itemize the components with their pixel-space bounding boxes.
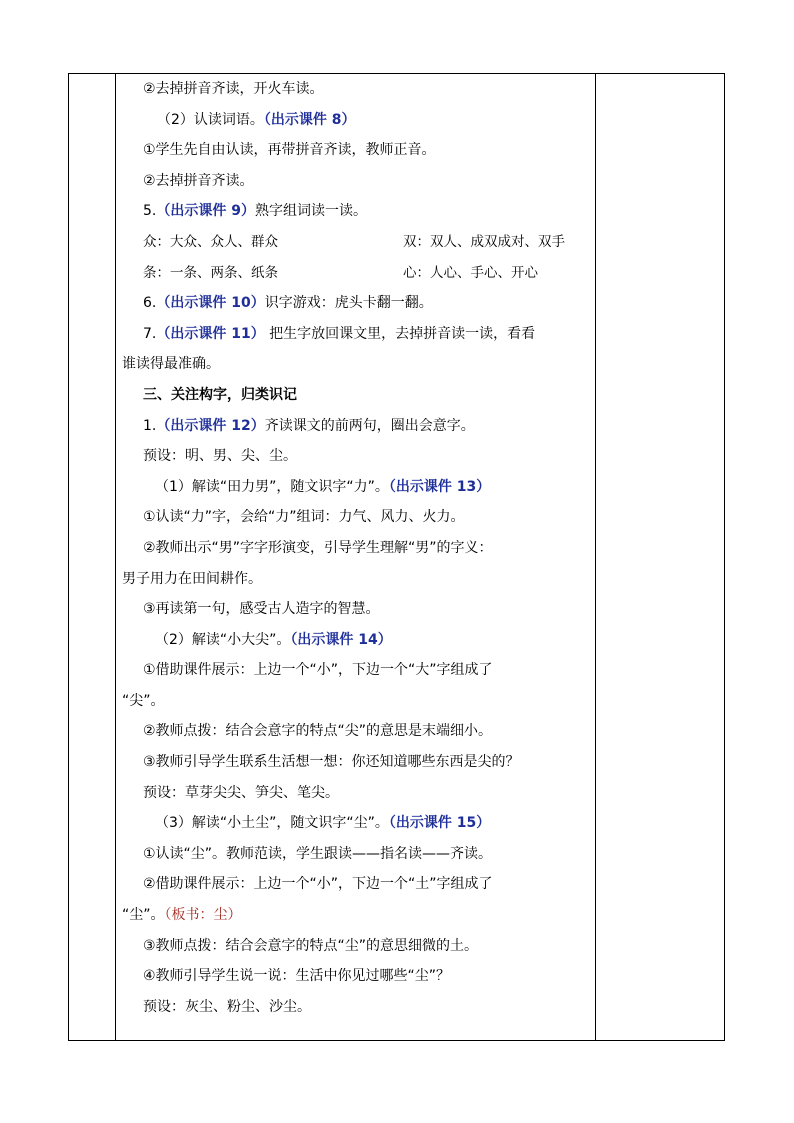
line-text: 把生字放回课文里，去掉拼音读一读，看看 [264,325,536,342]
word-group: 心：人心、手心、开心 [403,264,538,281]
line-text: ②借助课件展示：上边一个“小”，下边一个“土”字组成了 [143,876,493,893]
text-line [115,564,593,595]
courseware-ref: （出示课件 9） [156,203,255,220]
line-text: ③再读第一句，感受古人造字的智慧。 [143,601,380,618]
text-line [115,716,593,747]
courseware-ref: （出示课件 10） [156,295,265,312]
text-line [115,166,593,197]
text-line [115,747,593,778]
line-text: ②去掉拼音齐读，开火车读。 [143,81,324,97]
line-text: 熟字组词读一读。 [254,203,367,220]
line-text: ①认读“力”字，会给“力”组词：力气、风力、火力。 [143,509,465,526]
line-text: “尘”。 [122,907,165,924]
text-line [115,105,593,136]
text-line [115,74,593,105]
text-line [115,411,593,442]
line-text: （1）解读“田力男”，随文识字“力”。 [155,478,389,495]
line-text: （2）解读“小大尖”。 [155,631,291,648]
line-text: 谁读得最准确。 [122,356,220,373]
text-line [115,472,593,503]
courseware-ref: （出示课件 14） [290,631,392,648]
line-text: 预设：明、男、尖、尘。 [143,448,297,465]
line-text: 男子用力在田间耕作。 [122,570,262,587]
line-text: ①认读“尘”。教师范读，学生跟读——指名读——齐读。 [143,845,493,862]
courseware-ref: （出示课件 13） [388,478,491,495]
line-text: 预设：草芽尖尖、笋尖、笔尖。 [143,784,339,801]
text-line [115,686,593,717]
text-line [115,900,593,931]
courseware-ref: （出示课件 15） [388,815,491,832]
text-line [115,196,593,227]
table-divider-right [595,74,596,1040]
line-text: ①学生先自由认读，再带拼音齐读，教师正音。 [143,142,436,159]
text-line [115,594,593,625]
text-line [115,533,593,564]
line-text: （3）解读“小土尘”，随文识字“尘”。 [155,815,389,832]
text-line [115,778,593,809]
line-text: 识字游戏：虎头卡翻一翻。 [264,295,433,312]
line-text: ④教师引导学生说一说：生活中你见过哪些“尘”？ [143,968,451,985]
text-line [115,839,593,870]
word-group: 众：大众、众人、群众 [143,233,278,250]
text-line [115,931,593,962]
lesson-content [115,74,593,1022]
text-line [115,135,593,166]
line-text: ③教师点拨：结合会意字的特点“尘”的意思细微的土。 [143,937,479,954]
item-number: 5. [143,203,157,220]
text-line [115,319,593,350]
text-line [115,808,593,839]
text-line [115,349,593,380]
courseware-ref: （出示课件 12） [156,417,265,434]
text-line [115,655,593,686]
line-text: ②去掉拼音齐读。 [143,172,254,189]
section-heading [115,380,593,411]
line-text: “尖”。 [122,692,165,709]
word-group: 双：双人、成双成对、双手 [403,233,565,250]
text-line [115,992,593,1023]
courseware-ref: （出示课件 11） [156,325,265,342]
line-text: ③教师引导学生联系生活想一想：你还知道哪些东西是尖的？ [143,754,520,771]
courseware-ref: （出示课件 8） [263,111,356,128]
line-text: ②教师点拨：结合会意字的特点“尖”的意思是末端细小。 [143,723,493,740]
item-number: 7. [143,325,157,342]
item-number: 1. [143,417,157,434]
text-line [115,502,593,533]
board-note: （板书：尘） [164,907,242,924]
line-text: （2）认读词语。 [157,111,264,128]
text-line [115,869,593,900]
word-group-row [115,227,593,258]
text-line [115,441,593,472]
word-group: 条：一条、两条、纸条 [143,264,278,281]
line-text: ②教师出示“男”字字形演变，引导学生理解“男”的字义： [143,539,493,556]
item-number: 6. [143,295,157,312]
line-text: 预设：灰尘、粉尘、沙尘。 [143,998,311,1015]
text-line [115,961,593,992]
text-line [115,625,593,656]
heading-text: 三、关注构字，归类识记 [143,386,297,403]
text-line [115,288,593,319]
line-text: ①借助课件展示：上边一个“小”，下边一个“大”字组成了 [143,662,493,679]
line-text: 齐读课文的前两句，圈出会意字。 [264,417,475,434]
word-group-row [115,258,593,289]
